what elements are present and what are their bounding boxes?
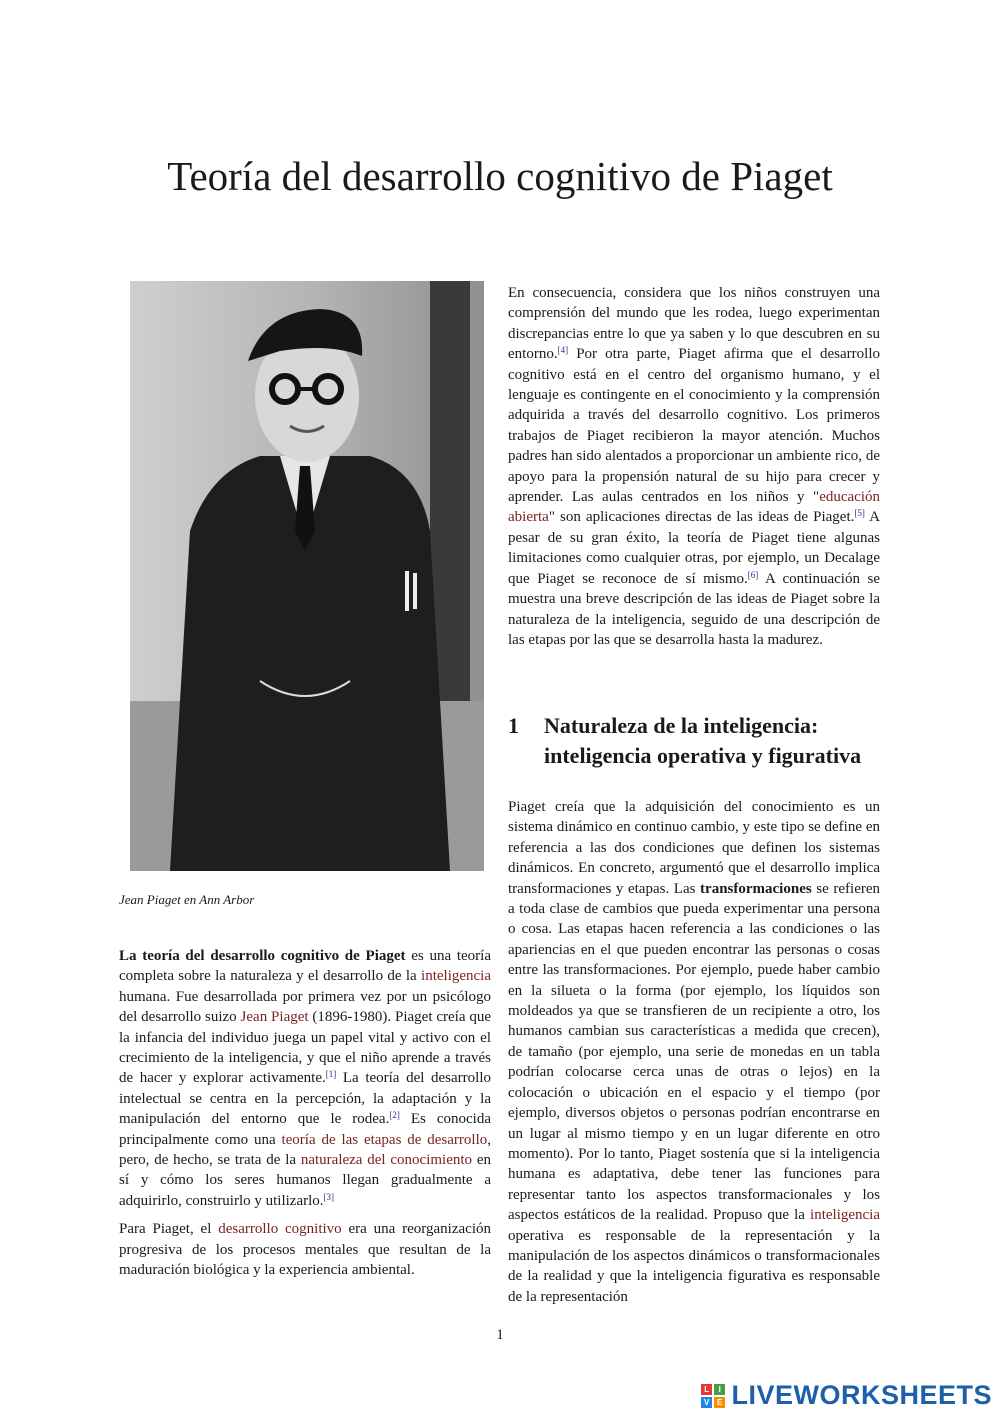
brand-text: LIVEWORKSHEETS	[731, 1380, 992, 1410]
right-column-top	[508, 283, 880, 650]
link-naturaleza-conocimiento[interactable]: naturaleza del conocimiento	[300, 1152, 473, 1169]
document-title: Teoría del desarrollo cognitivo de Piaget	[167, 153, 833, 199]
right-column-bottom	[508, 797, 880, 1307]
ref-2[interactable]: [2]	[389, 1110, 400, 1121]
figure-caption: Jean Piaget en Ann Arbor	[119, 892, 255, 907]
liveworksheets-logo[interactable]	[701, 1380, 992, 1411]
brand-logo-icon: L I V E	[701, 1384, 725, 1408]
ref-5[interactable]: [5]	[854, 508, 865, 519]
link-educacion-abierta[interactable]: educación abierta	[508, 489, 880, 526]
ref-4[interactable]: [4]	[557, 345, 569, 356]
section-paragraph: Piaget creía que la adquisición del conocimiento es un sistema dinámico en continuo cambio, y este tipo se define en referencia a las dos condiciones que definen los sistemas dinámicos. En concreto, argumentó que el desarrollo implica transformaciones y etapas. Las transformaciones se refieren a toda clase de cambios que pueda experimentar una persona o cosa. Las etapas hacen referencia a las condiciones o las apariencias en el que pueden encontrar las personas o cosas entre las transformaciones. Por ejemplo, puede haber cambio en la silueta o la forma (por ejemplo, los líquidos son moldeados ya que se transfieren de un recipiente a otro, los humanos cambian sus características a medida que crecen), de tamaño (por ejemplo, una serie de monedas en un tabla podrían colocarse cerca unas de otras o lejos) en la colocación o ubicación en el espacio y el tiempo (por ejemplo, diversos objetos o personas podrían encontrarse en un lugar al mismo tiempo y en un lugar diferente en otro momento). Por lo tanto, Piaget sostenía que si la inteligencia humana es adaptativa, debe tener las funciones para representar tanto los aspectos transformacionales y los aspectos estáticos de la realidad. Propuso que la inteligencia operativa es responsable de la representación y la manipulación de los aspectos dinámicos o transformacionales de la realidad y que la inteligencia figurativa es responsable de la representación	[508, 799, 881, 1305]
section-title: Naturaleza de la inteligencia: inteligencia operativa y figurativa	[544, 713, 862, 768]
intro-paragraph: La teoría del desarrollo cognitivo de Piaget es una teoría completa sobre la naturaleza y el desarrollo de la inteligencia humana. Fue desarrollada por primera vez por un psicólogo del desarrollo suizo Jean Piaget (1896-1980). Piaget creía que la infancia del individuo juega un papel vital y activo con el crecimiento de la inteligencia, y que el niño aprende a través de hacer y explorar activamente.[1] La teoría del desarrollo intelectual se centra en la percepción, la adaptación y la manipulación del entorno que le rodea.[2] Es conocida principalmente como una teoría de las etapas de desarrollo, pero, de hecho, se trata de la naturaleza del conocimiento en sí y cómo los seres humanos llegan gradualmente a adquirirlo, construirlo y utilizarlo.[3]	[119, 948, 492, 1209]
second-paragraph: Para Piaget, el desarrollo cognitivo era una reorganización progresiva de los procesos mentales que resultan de la maduración biológica y la experiencia ambiental.	[119, 1221, 491, 1279]
ref-6[interactable]: [6]	[747, 569, 759, 580]
link-jean-piaget[interactable]: Jean Piaget	[240, 1009, 309, 1026]
portrait-image	[130, 281, 484, 871]
section-heading	[508, 711, 880, 771]
link-inteligencia-2[interactable]: inteligencia	[810, 1207, 880, 1224]
link-desarrollo-cognitivo[interactable]: desarrollo cognitivo	[218, 1221, 342, 1238]
left-column	[119, 946, 491, 1281]
link-inteligencia[interactable]: inteligencia	[421, 968, 491, 985]
ref-1[interactable]: [1]	[325, 1069, 337, 1080]
link-teoria-etapas[interactable]: teoría de las etapas de desarrollo	[281, 1131, 488, 1148]
page-number: 1	[496, 1327, 504, 1343]
section-number: 1	[508, 713, 519, 738]
consequence-paragraph: En consecuencia, considera que los niños construyen una comprensión del mundo que les rodea, luego experimentan discrepancias entre lo que ya saben y lo que descubren en su entorno.[4] Por otra parte, Piaget afirma que el desarrollo cognitivo está en el centro del organismo humano, y el lenguaje es contingente en el conocimiento y la comprensión adquirida a través del desarrollo cognitivo. Los primeros trabajos de Piaget recibieron la mayor atención. Muchos padres han sido alentados a proporcionar un ambiente rico, de apoyo para la propensión natural de su hijo para crecer y aprender. Las aulas centrados en los niños y "educación abierta" son aplicaciones directas de las ideas de Piaget.[5] A pesar de su gran éxito, la teoría de Piaget tiene algunas limitaciones como cualquier otras, por ejemplo, un Decalage que Piaget se reconoce de sí mismo.[6] A continuación se muestra una breve descripción de las ideas de Piaget sobre la naturaleza de la inteligencia, seguido de una descripción de las etapas por las que se desarrolla hasta la madurez.	[508, 285, 880, 648]
piaget-photo	[130, 281, 484, 871]
ref-3[interactable]: [3]	[323, 1191, 335, 1202]
